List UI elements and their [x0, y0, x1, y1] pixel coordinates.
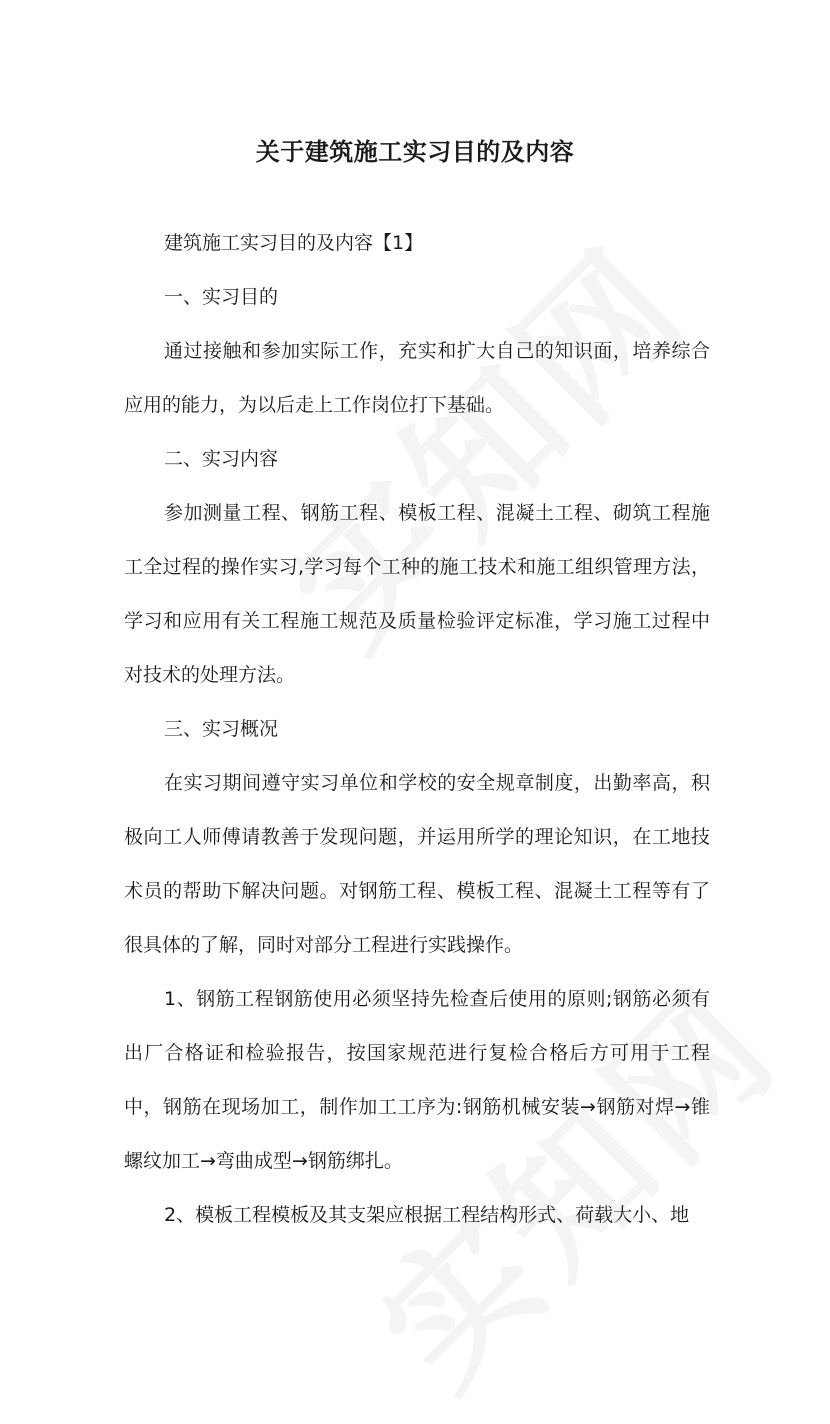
- paragraph: 通过接触和参加实际工作，充实和扩大自己的知识面，培养综合应用的能力，为以后走上工作岗位打下基础。: [124, 340, 710, 416]
- section-heading: 二、实习内容: [164, 448, 279, 470]
- paragraph: 在实习期间遵守实习单位和学校的安全规章制度，出勤率高，积极向工人师傅请教善于发现问题，并运用所学的理论知识，在工地技术员的帮助下解决问题。对钢筋工程、模板工程、混凝土工程等有了很具体的了解，同时对部分工程进行实践操作。: [124, 772, 710, 956]
- document-body: [124, 216, 710, 1242]
- paragraph: 参加测量工程、钢筋工程、模板工程、混凝土工程、砌筑工程施工全过程的操作实习,学习每个工种的施工技术和施工组织管理方法，学习和应用有关工程施工规范及质量检验评定标准，学习施工过程中对技术的处理方法。: [124, 502, 710, 686]
- section-heading: 建筑施工实习目的及内容【1】: [164, 232, 424, 254]
- section-heading: 一、实习目的: [164, 286, 279, 308]
- document-title: 关于建筑施工实习目的及内容: [255, 138, 575, 167]
- paragraph: 2、模板工程模板及其支架应根据工程结构形式、荷载大小、地: [164, 1204, 690, 1226]
- section-heading: 三、实习概况: [164, 718, 279, 740]
- paragraph: 1、钢筋工程钢筋使用必须坚持先检查后使用的原则;钢筋必须有出厂合格证和检验报告，按国家规范进行复检合格后方可用于工程中，钢筋在现场加工，制作加工工序为:钢筋机械安装→钢筋对焊→锥螺纹加工→弯曲成型→钢筋绑扎。: [124, 988, 710, 1172]
